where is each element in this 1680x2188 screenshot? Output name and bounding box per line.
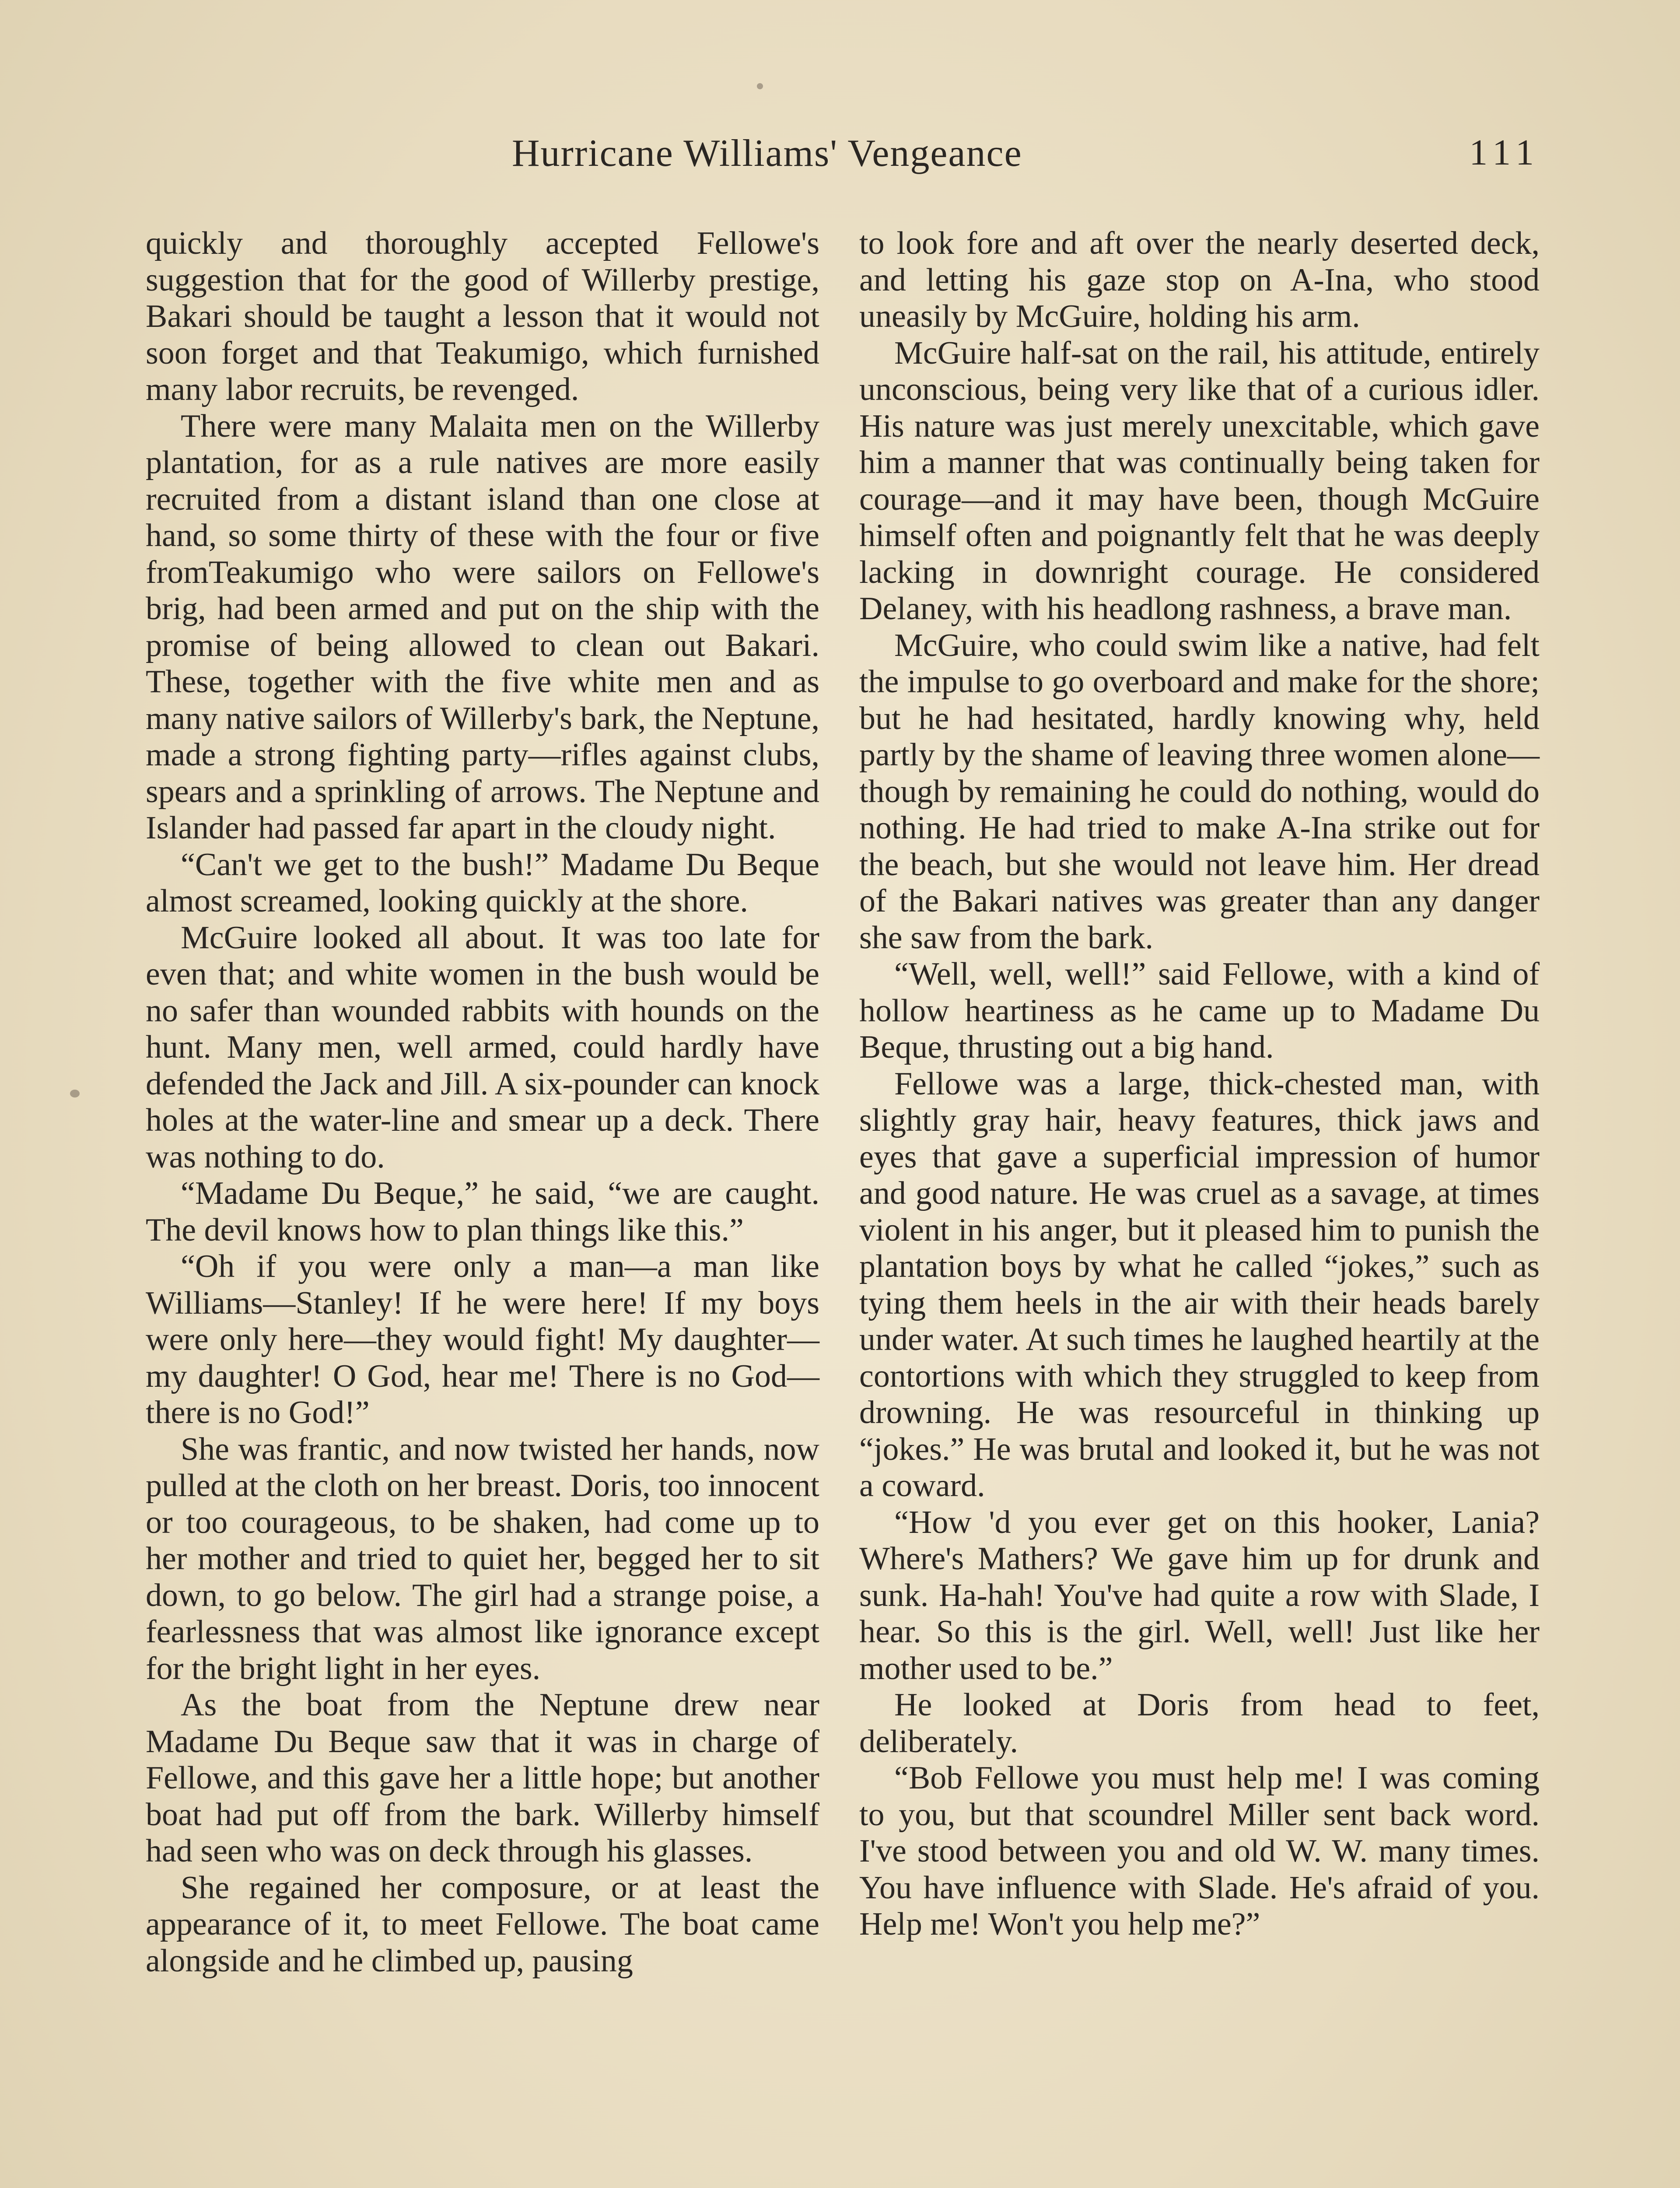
paragraph: McGuire, who could swim like a native, had felt the impulse to go overboard and make for the shore; but he had hesitated, hardly knowing why, held partly by the shame of leaving three women alone—though by remaining he could do nothing, would do nothing. He had tried to make A-Ina strike out for the beach, but she would not leave him. Her dread of the Bakari natives was greater than any danger she saw from the bark.: [859, 627, 1540, 956]
left-column: [146, 225, 819, 1979]
paragraph: McGuire looked all about. It was too late for even that; and white women in the bush would be no safer than wounded rabbits with hounds on the hunt. Many men, well armed, could hardly have defended the Jack and Jill. A six-pounder can knock holes at the water-line and smear up a deck. There was nothing to do.: [146, 919, 819, 1175]
paragraph: “Can't we get to the bush!” Madame Du Beque almost screamed, looking quickly at the shore.: [146, 846, 819, 919]
paragraph: “How 'd you ever get on this hooker, Lania? Where's Mathers? We gave him up for drunk and sunk. Ha-hah! You've had quite a row with Slade, I hear. So this is the girl. Well, well! Just like her mother used to be.”: [859, 1504, 1540, 1687]
paragraph: “Bob Fellowe you must help me! I was coming to you, but that scoundrel Miller sent back word. I've stood between you and old W. W. many times. You have influence with Slade. He's afraid of you. Help me! Won't you help me?”: [859, 1760, 1540, 1942]
running-title: Hurricane Williams' Vengeance: [512, 132, 1022, 175]
paragraph: She regained her composure, or at least the appearance of it, to meet Fellowe. The boat came alongside and he climbed up, pausing: [146, 1869, 819, 1979]
paper-speck: [757, 83, 763, 89]
right-column: [859, 225, 1540, 1943]
paragraph: “Oh if you were only a man—a man like Williams—Stanley! If he were here! If my boys were only here—they would fight! My daughter—my daughter! O God, hear me! There is no God—there is no God!”: [146, 1248, 819, 1431]
paragraph: Fellowe was a large, thick-chested man, with slightly gray hair, heavy features, thick jaws and eyes that gave a superficial impression of humor and good nature. He was cruel as a savage, at times violent in his anger, but it pleased him to punish the plantation boys by what he called “jokes,” such as tying them heels in the air with their heads barely under water. At such times he laughed heartily at the contortions with which they struggled to keep from drowning. He was resourceful in thinking up “jokes.” He was brutal and looked it, but he was not a coward.: [859, 1066, 1540, 1504]
paragraph: As the boat from the Neptune drew near Madame Du Beque saw that it was in charge of Fellowe, and this gave her a little hope; but another boat had put off from the bark. Willerby himself had seen who was on deck through his glasses.: [146, 1687, 819, 1869]
paragraph: She was frantic, and now twisted her hands, now pulled at the cloth on her breast. Doris, too innocent or too courageous, to be shaken, had come up to her mother and tried to quiet her, begged her to sit down, to go below. The girl had a strange poise, a fearlessness that was almost like ignorance except for the bright light in her eyes.: [146, 1431, 819, 1687]
paragraph: McGuire half-sat on the rail, his attitude, entirely unconscious, being very like that of a curious idler. His nature was just merely unexcitable, which gave him a manner that was continually being taken for courage—and it may have been, though McGuire himself often and poignantly felt that he was deeply lacking in downright courage. He considered Delaney, with his headlong rashness, a brave man.: [859, 335, 1540, 627]
page-number: 111: [1469, 132, 1540, 173]
paragraph: “Madame Du Beque,” he said, “we are caught. The devil knows how to plan things like this.”: [146, 1175, 819, 1248]
paragraph: There were many Malaita men on the Willerby plantation, for as a rule natives are more easily recruited from a distant island than one close at hand, so some thirty of these with the four or five fromTeakumigo who were sailors on Fellowe's brig, had been armed and put on the ship with the promise of being allowed to clean out Bakari. These, together with the five white men and as many native sailors of Willerby's bark, the Neptune, made a strong fighting party—rifles against clubs, spears and a sprinkling of arrows. The Neptune and Islander had passed far apart in the cloudy night.: [146, 408, 819, 846]
paragraph: quickly and thoroughly accepted Fellowe's suggestion that for the good of Willerby prestige, Bakari should be taught a lesson that it would not soon forget and that Teakumigo, which furnished many labor recruits, be revenged.: [146, 225, 819, 407]
paragraph: He looked at Doris from head to feet, deliberately.: [859, 1687, 1540, 1760]
paragraph: to look fore and aft over the nearly deserted deck, and letting his gaze stop on A-Ina, who stood uneasily by McGuire, holding his arm.: [859, 225, 1540, 334]
running-header: [512, 131, 1540, 184]
paper-speck: [70, 1090, 80, 1098]
paragraph: “Well, well, well!” said Fellowe, with a kind of hollow heartiness as he came up to Madame Du Beque, thrusting out a big hand.: [859, 956, 1540, 1065]
